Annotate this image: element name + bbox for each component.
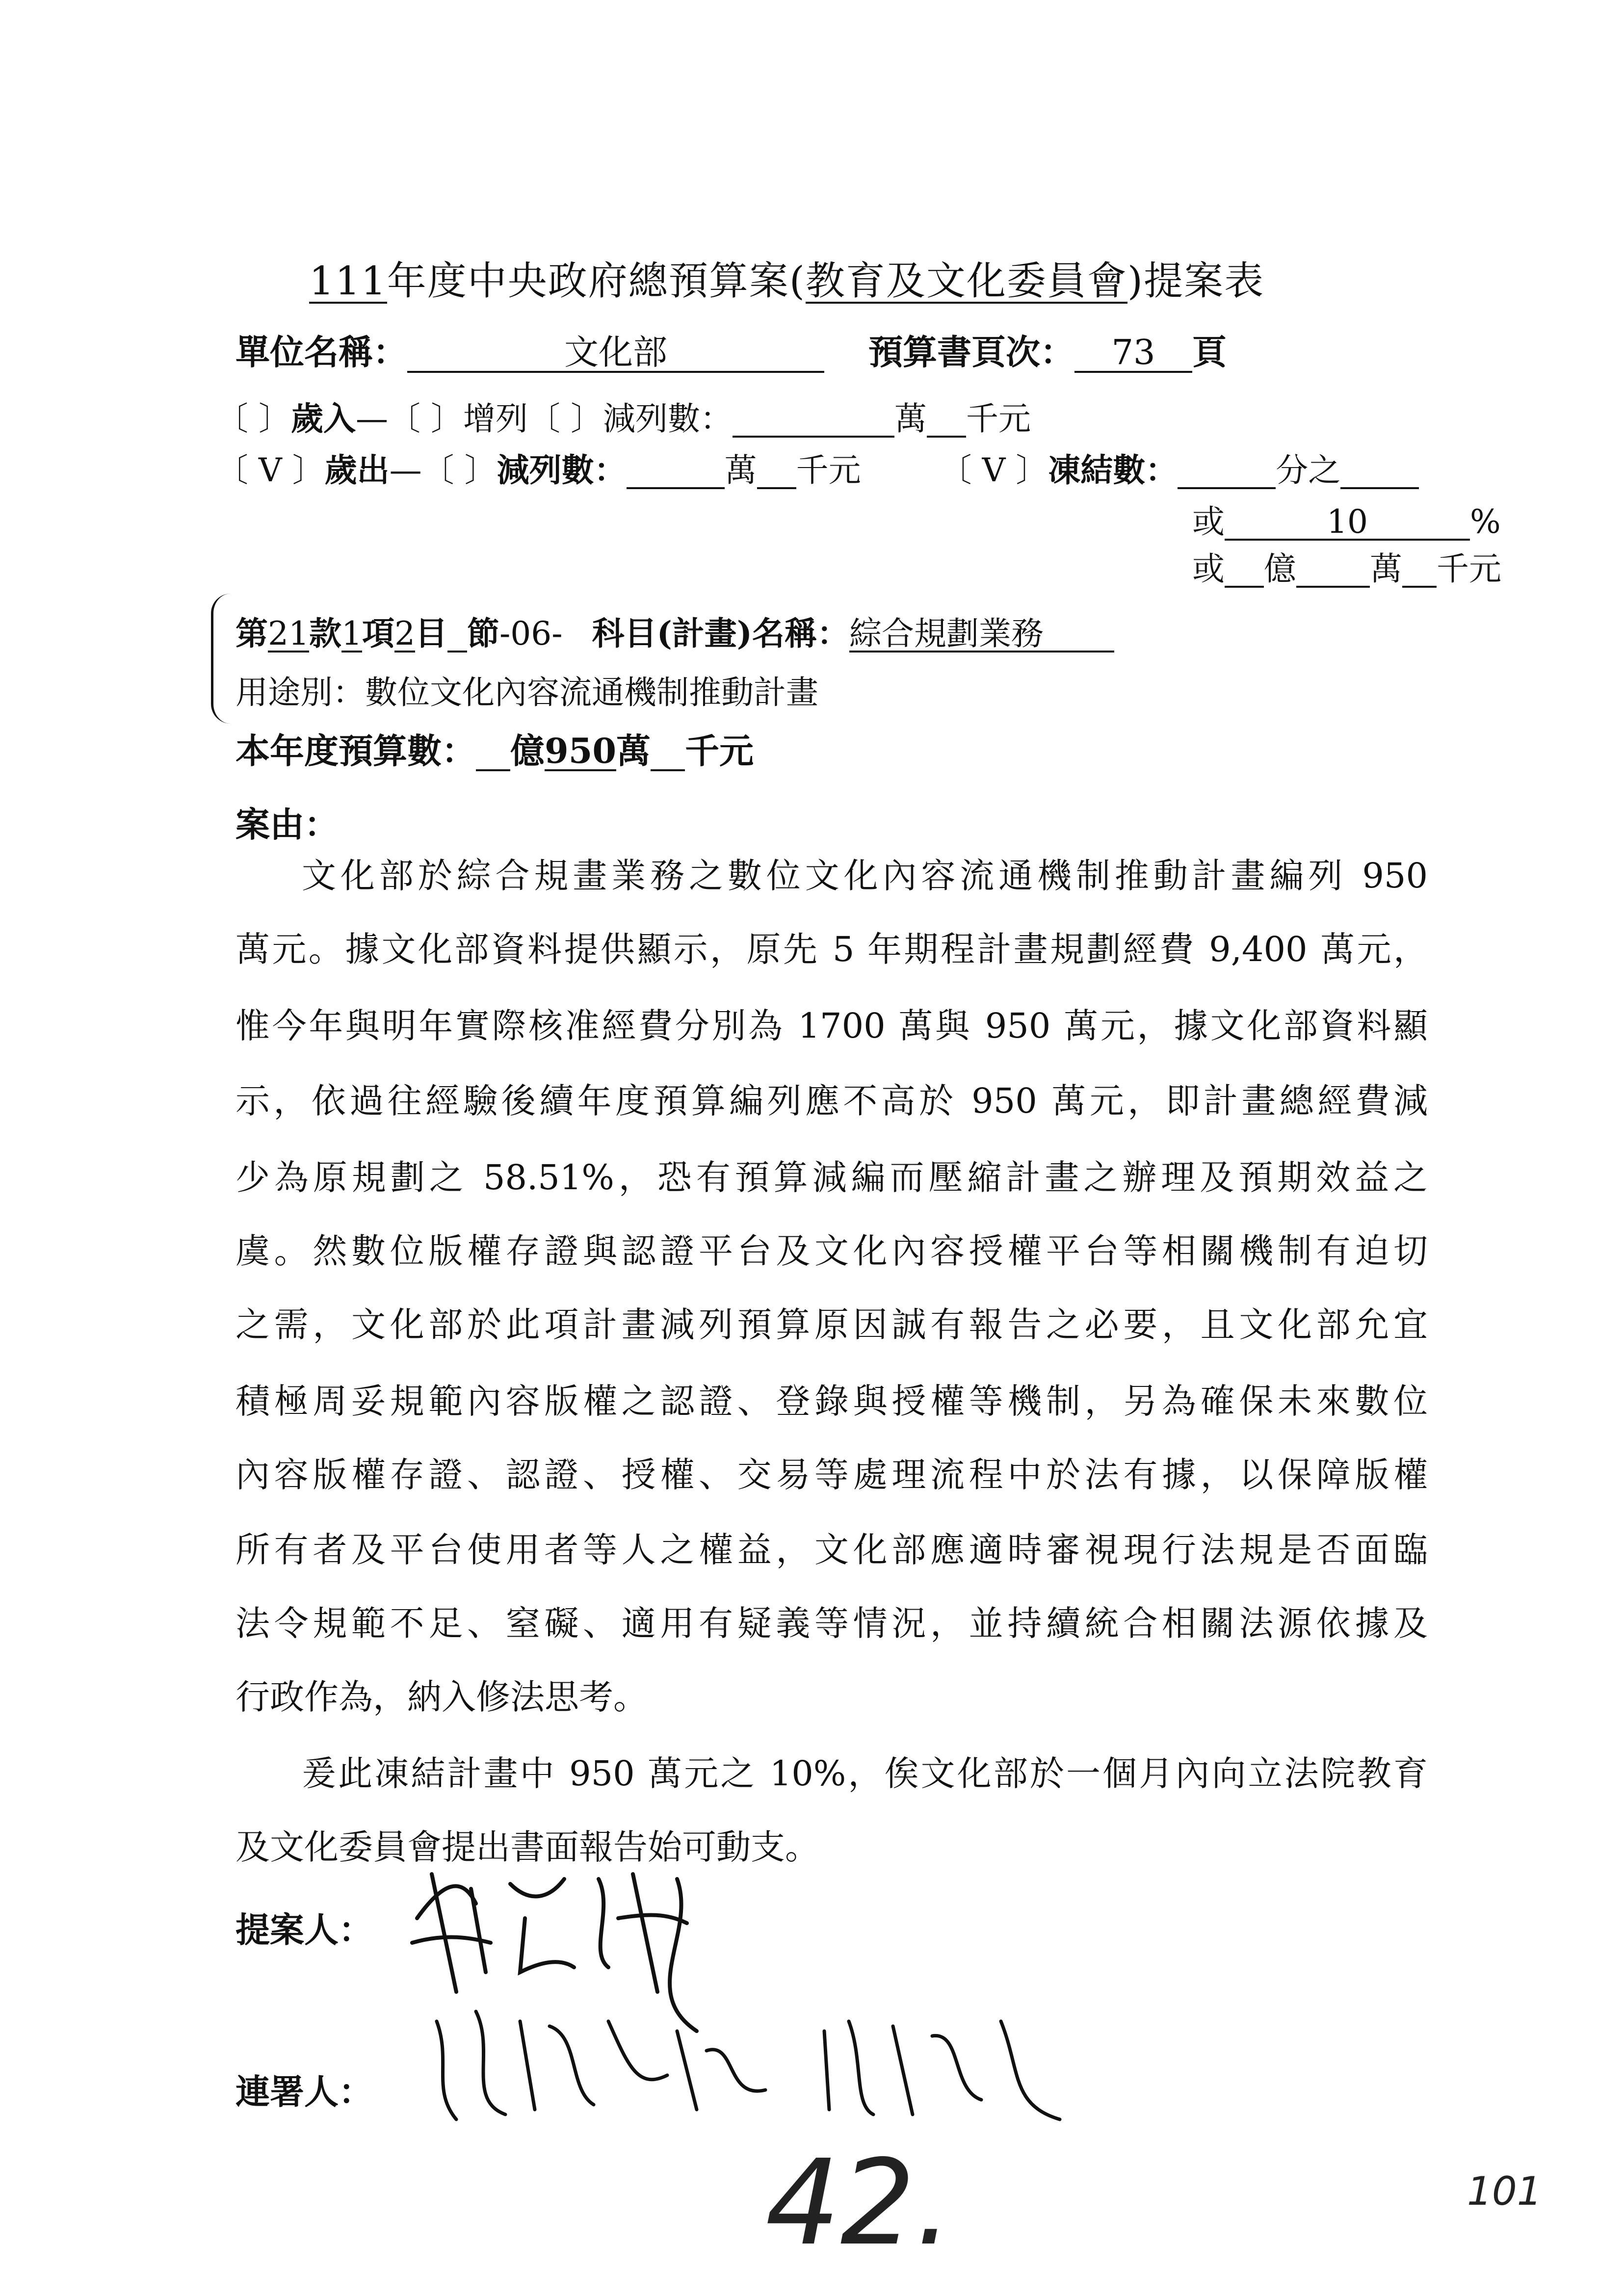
dash: — — [355, 400, 388, 438]
body-line: 示，依過往經驗後續年度預算編列應不高於 950 萬元，即計畫總經費減 — [236, 1081, 1428, 1121]
freeze-label: 凍結數： — [1048, 451, 1178, 489]
body-line: 之需，文化部於此項計畫減列預算原因誠有報告之必要，且文化部允宜 — [236, 1305, 1428, 1345]
revenue-label: 歲入 — [290, 399, 356, 438]
body-line: 萬元。據文化部資料提供顯示，原先 5 年期程計畫規劃經費 9,400 萬元， — [236, 929, 1428, 969]
or-label: 或 — [1192, 550, 1225, 588]
title-text: 年度中央政府總預算案( — [387, 258, 806, 304]
item-bracket — [211, 594, 233, 724]
wan-unit: 萬 — [616, 731, 651, 771]
body-line: 文化部於綜合規畫業務之數位文化內容流通機制推動計畫編列 950 — [302, 856, 1428, 896]
qian-unit: 千元 — [685, 731, 754, 771]
dash: — — [389, 451, 422, 489]
increase-checkbox: 〔 〕 — [388, 400, 463, 438]
cosigner-signatures — [422, 1992, 1207, 2139]
body-line: 爰此凍結計畫中 950 萬元之 10%，俟文化部於一個月內向立法院教育 — [302, 1753, 1428, 1794]
body-line: 少為原規劃之 58.51%，恐有預算減編而壓縮計畫之辦理及預期效益之 — [236, 1157, 1428, 1198]
freeze-percent-value: 10 — [1225, 505, 1470, 541]
usage-value: 數位文化內容流通機制推動計畫 — [365, 674, 818, 711]
wan-unit: 萬 — [894, 400, 927, 438]
page-ref-label: 預算書頁次： — [868, 332, 1074, 372]
freeze-checkbox: 〔 V 〕 — [939, 451, 1048, 489]
usage-label: 用途別： — [236, 674, 365, 711]
title-year: 111 — [309, 258, 387, 304]
di-label: 第 — [236, 614, 268, 652]
qian-unit: 千元 — [966, 400, 1031, 438]
expense-label: 歲出 — [324, 451, 390, 489]
revenue-checkbox: 〔 〕 — [216, 400, 291, 438]
page-ref-unit: 頁 — [1192, 332, 1227, 372]
expense-row — [216, 444, 1419, 491]
body-line: 積極周妥規範內容版權之認證、登錄與授權等機制，另為確保未來數位 — [236, 1381, 1428, 1421]
kuan-label: 款 — [309, 614, 341, 652]
mu-value: 2 — [394, 615, 415, 652]
decrease-label: 減列數： — [602, 400, 733, 438]
wan-unit: 萬 — [724, 451, 757, 489]
usage-row — [236, 666, 818, 713]
jie-value: -06- — [499, 615, 563, 652]
unit-value: 文化部 — [407, 335, 824, 373]
title-committee: 教育及文化委員會 — [805, 258, 1127, 304]
percent-unit: % — [1470, 503, 1501, 541]
cosigner-label: 連署人： — [236, 2071, 373, 2112]
page-number: 101 — [1467, 2168, 1542, 2214]
subject-label: 科目(計畫)名稱： — [592, 614, 850, 652]
unit-row — [236, 325, 1227, 374]
qian-unit: 千元 — [1437, 550, 1501, 588]
qian-unit: 千元 — [796, 451, 861, 489]
body-line: 內容版權存證、認證、授權、交易等處理流程中於法有據，以保障版權 — [236, 1455, 1428, 1495]
revenue-row — [216, 392, 1031, 439]
item-row — [236, 607, 1114, 654]
body-line: 及文化委員會提出書面報告始可動支。 — [236, 1827, 819, 1867]
yi-unit: 億 — [1264, 550, 1296, 588]
jie-label: 節 — [467, 614, 499, 652]
mu-label: 目 — [415, 614, 447, 652]
budget-row — [236, 724, 754, 773]
freeze-amount-row — [1192, 543, 1501, 589]
handwritten-number: 42. — [765, 2134, 953, 2271]
freeze-percent-row — [1192, 496, 1501, 542]
proposer-label: 提案人： — [236, 1909, 373, 1950]
body-line: 惟今年與明年實際核准經費分別為 1700 萬與 950 萬元，據文化部資料顯 — [236, 1006, 1428, 1046]
decrease-checkbox: 〔 〕 — [527, 400, 603, 438]
fraction-label: 分之 — [1276, 451, 1341, 489]
body-line: 法令規範不足、窒礙、適用有疑義等情況，並持續統合相關法源依據及 — [236, 1603, 1428, 1644]
form-title — [309, 249, 1264, 306]
decrease-checkbox: 〔 〕 — [421, 451, 497, 489]
increase-label: 增列 — [463, 400, 528, 438]
kuan-value: 21 — [268, 615, 309, 652]
body-line: 行政作為，納入修法思考。 — [236, 1677, 648, 1717]
subject-value: 綜合規劃業務 — [849, 617, 1114, 652]
wan-unit: 萬 — [1370, 550, 1402, 588]
unit-label: 單位名稱： — [236, 332, 407, 372]
expense-checkbox: 〔 V 〕 — [216, 451, 325, 489]
page-ref-value: 73 — [1074, 335, 1192, 373]
xiang-value: 1 — [341, 615, 362, 652]
decrease-label: 減列數： — [497, 451, 627, 489]
or-label: 或 — [1192, 503, 1225, 541]
xiang-label: 項 — [362, 614, 394, 652]
title-text-end: )提案表 — [1127, 258, 1265, 304]
yi-unit: 億 — [510, 731, 545, 771]
budget-wan-value: 950 — [545, 731, 617, 771]
reason-label: 案由： — [236, 804, 339, 845]
budget-label: 本年度預算數： — [236, 731, 476, 771]
body-line: 所有者及平台使用者等人之權益，文化部應適時審視現行法規是否面臨 — [236, 1530, 1428, 1570]
body-line: 虞。然數位版權存證與認證平台及文化內容授權平台等相關機制有迫切 — [236, 1231, 1428, 1271]
